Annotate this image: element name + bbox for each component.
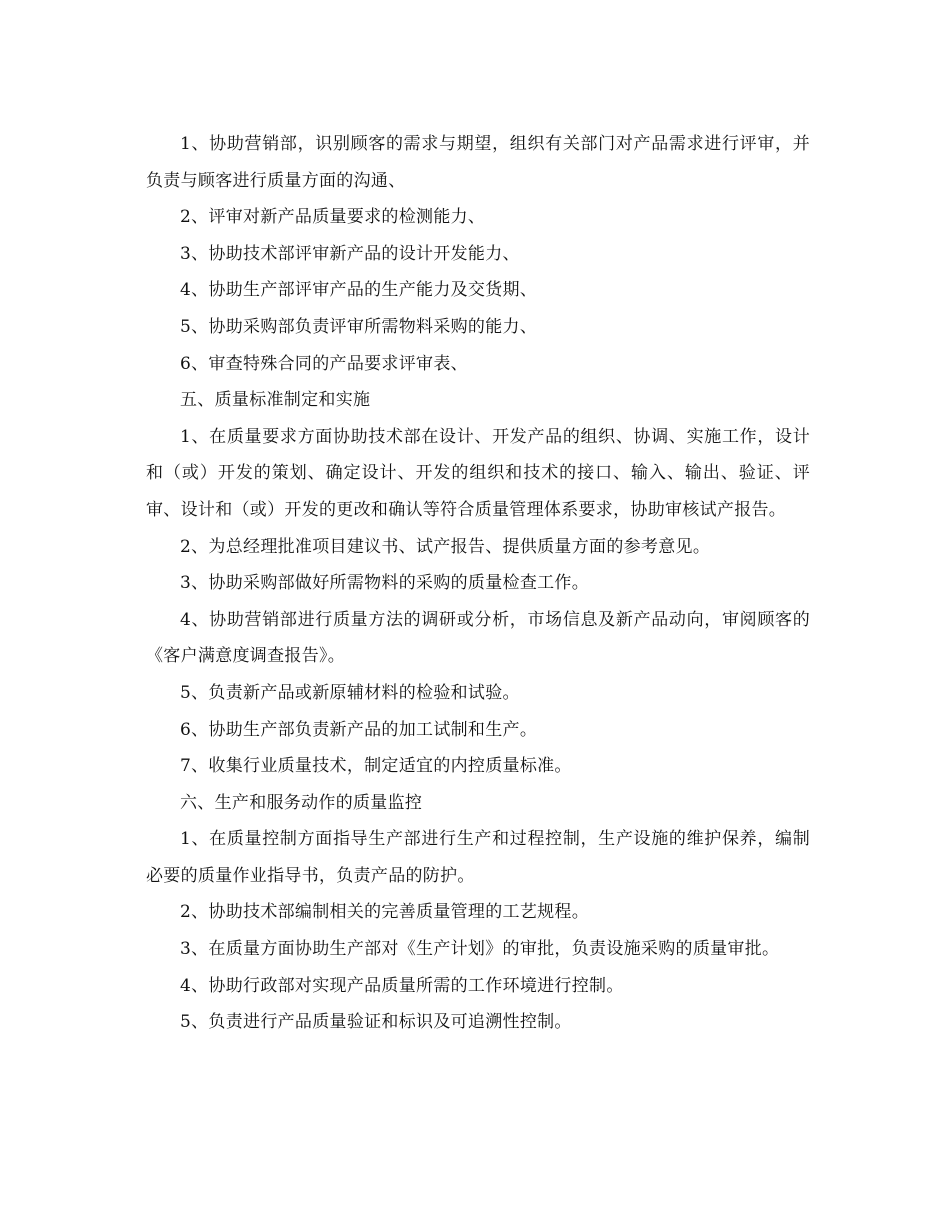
paragraph: 6、协助生产部负责新产品的加工试制和生产。: [180, 719, 538, 740]
paragraph: 5、负责新产品或新原辅材料的检验和试验。: [180, 682, 520, 703]
paragraph: 1、在质量要求方面协助技术部在设计、开发产品的组织、协调、实施工作，设计和（或）开发的策划、确定设计、开发的组织和技术的接口、输入、输出、验证、评审、设计和（或）开发的更改和确认等符合质量管理体系要求，协助审核试产报告。: [146, 426, 810, 520]
paragraph: 7、收集行业质量技术，制定适宜的内控质量标准。: [180, 756, 572, 777]
paragraph: 6、审查特殊合同的产品要求评审表、: [180, 353, 468, 374]
paragraph: 5、负责进行产品质量验证和标识及可追溯性控制。: [180, 1012, 572, 1033]
paragraph: 2、协助技术部编制相关的完善质量管理的工艺规程。: [180, 902, 590, 923]
paragraph: 1、在质量控制方面指导生产部进行生产和过程控制，生产设施的维护保养，编制必要的质量作业指导书，负责产品的防护。: [146, 829, 810, 886]
paragraph: 1、协助营销部，识别顾客的需求与期望，组织有关部门对产品需求进行评审，并负责与顾客进行质量方面的沟通、: [146, 134, 810, 191]
paragraph: 3、协助采购部做好所需物料的采购的质量检查工作。: [180, 573, 590, 594]
paragraph: 5、协助采购部负责评审所需物料采购的能力、: [180, 316, 538, 337]
paragraph: 3、在质量方面协助生产部对《生产计划》的审批，负责设施采购的质量审批。: [180, 939, 780, 960]
paragraph: 2、评审对新产品质量要求的检测能力、: [180, 207, 486, 228]
section-heading: 五、质量标准制定和实施: [180, 390, 371, 411]
paragraph: 4、协助营销部进行质量方法的调研或分析，市场信息及新产品动向，审阅顾客的《客户满意度调查报告》。: [146, 609, 810, 667]
paragraph: 2、为总经理批准项目建议书、试产报告、提供质量方面的参考意见。: [180, 536, 711, 557]
paragraph: 4、协助行政部对实现产品质量所需的工作环境进行控制。: [180, 975, 624, 996]
paragraph: 4、协助生产部评审产品的生产能力及交货期、: [180, 280, 538, 301]
document-page: [146, 126, 810, 1041]
paragraph: 3、协助技术部评审新产品的设计开发能力、: [180, 243, 520, 264]
section-heading: 六、生产和服务动作的质量监控: [180, 792, 423, 813]
